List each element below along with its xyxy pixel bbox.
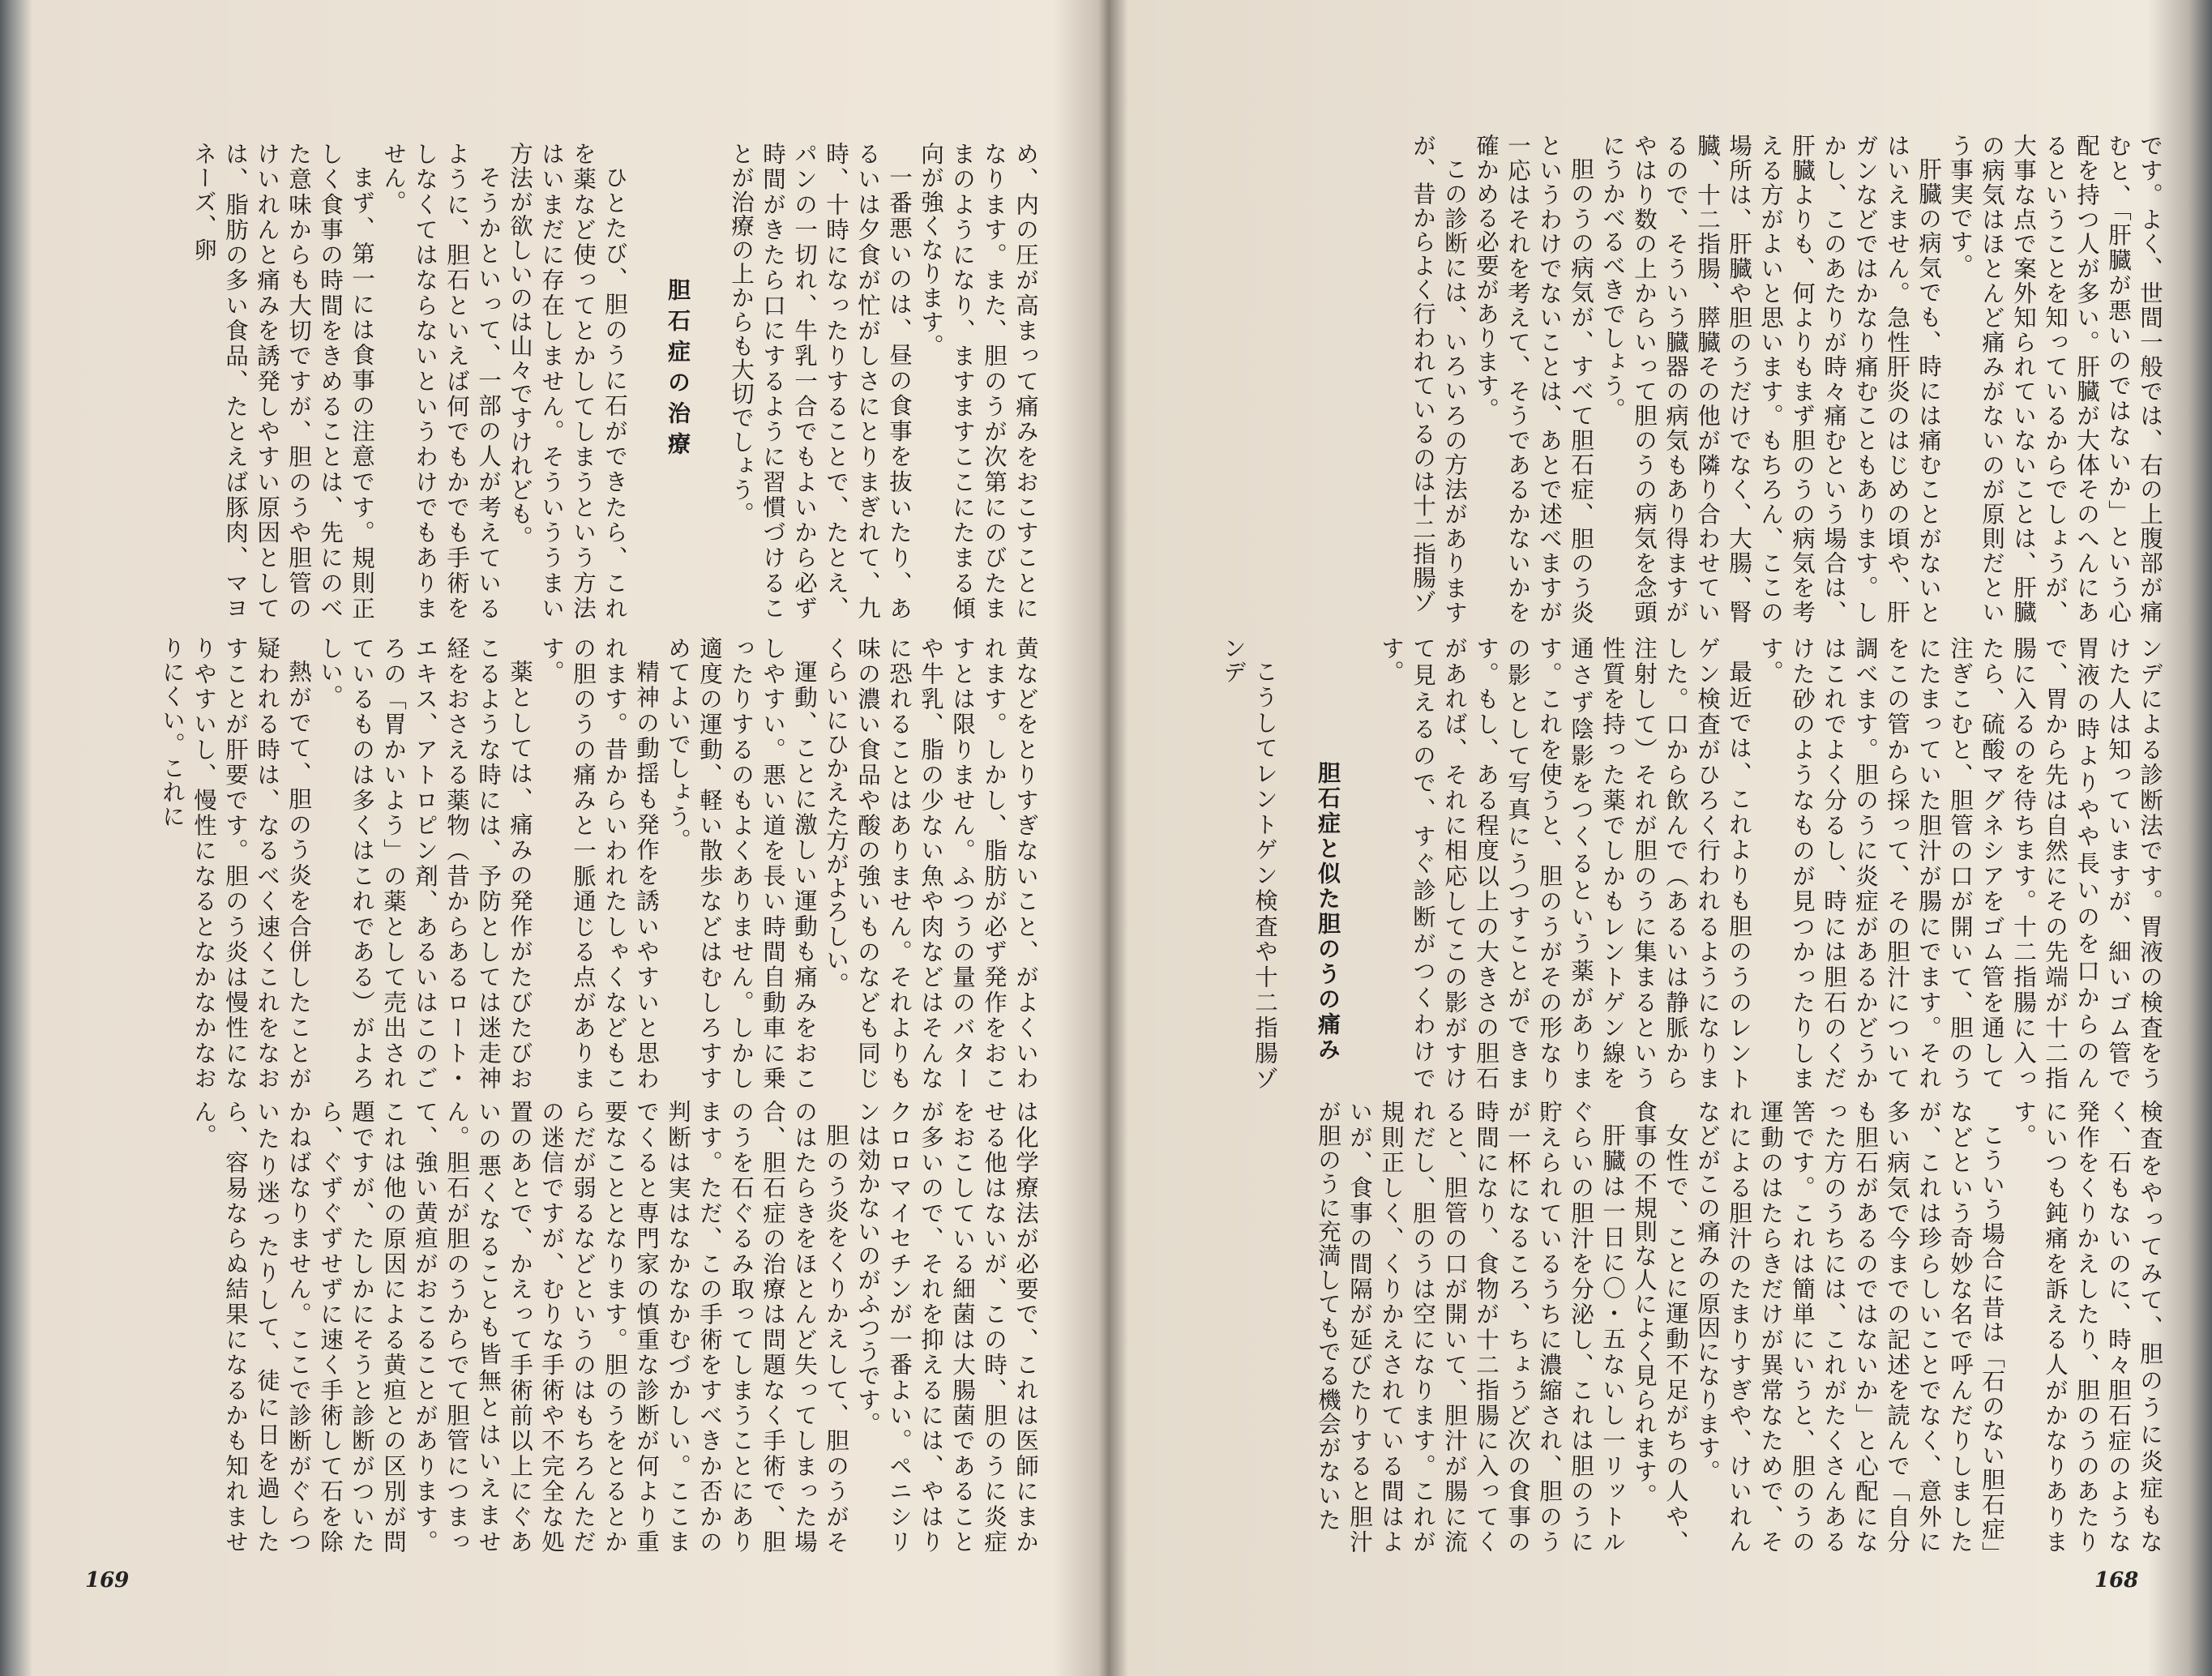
page-number: 168 bbox=[2094, 1568, 2139, 1593]
section-heading: 胆石症の治療 bbox=[665, 278, 691, 463]
paragraph: 熱がでて、胆のう炎を合併したことが疑われる時は、なるべく速くこれをなおすことが肝要です。胆のう炎は慢性になりやすいし、慢性になるとなかなかなおりにくい。これに bbox=[159, 636, 312, 1090]
paragraph: 運動、ことに激しい運動も痛みをおこしやすい。悪い道を長い時間自動車に乗ったりするのもよくありません。しかし適度の運動、軽い散歩などはむしろすすめてよいでしょう。 bbox=[665, 636, 818, 1090]
paragraph: 精神の動揺も発作を誘いやすいと思われます。昔からいわれたしゃくなどもこの胆のうの痛みと一脈通じる点があります。 bbox=[538, 636, 660, 1090]
paragraph: め、内の圧が高まって痛みをおこすことになります。また、胆のうが次第にのびたままのようになり、ますますここにたまる傾向が強くなります。 bbox=[918, 142, 1039, 620]
paragraph: 最近では、これよりも胆のうのレントゲン検査がひろく行われるようになりました。口から飲んで（あるいは静脈から注射して）それが胆のうに集まるという性質を持った薬でしかもレントゲン線を通さず陰影をつくるという薬があります。これを使うと、胆のうがその形なりの影として写真にうつすことができます。もし、ある程度以上の大きさの胆石があれば、それに相応してこの影がすけて見えるので、すぐ診断がつくわけです。 bbox=[1378, 636, 1752, 1090]
section-heading: 胆石症と似た胆のうの痛み bbox=[1315, 761, 1341, 1062]
paragraph: 黄などをとりすぎないこと、がよくいわれます。しかし、脂肪が必ず発作をおこすとは限りません。ふつうの量のバターや牛乳、脂の少ない魚や肉などはそんなに恐れることはありません。それよりも味の濃い食品や酸の強いものなども同じくらいにひかえた方がよろしい。 bbox=[823, 636, 1039, 1090]
left-bottom-text-block bbox=[85, 1100, 1042, 1554]
paragraph: は化学療法が必要で、これは医師にまかせる他はないが、この時、胆のうに炎症をおこしている細菌は大腸菌であることが多いので、それを抑えるには、やはりクロロマイセチンが一番よい。ペニシリンは効かないのがふつうです。 bbox=[854, 1100, 1039, 1554]
right-middle-text-block bbox=[1161, 636, 2166, 1090]
paragraph: こういう場合に昔は「石のない胆石症」などという奇妙な名で呼んだりしましたが、これは珍らしいことでなく、意外に多い病気で今までの記述を読んで「自分も胆石があるのではないか」と心配になった方のうちには、これがたくさんある筈です。これは簡単にいうと、胆のうの運動のはたらきだけが異常なためで、それによる胆汁のたまりすぎや、けいれんなどがこの痛みの原因になります。 bbox=[1694, 1100, 2005, 1554]
paragraph: 肝臓の病気でも、時には痛むことがないとはいえません。急性肝炎のはじめの頃や、肝ガンなどではかなり痛むこともあります。しかし、このあたりが時々痛むという場合は、肝臓よりも、何よりもまず胆のうの病気を考える方がよいと思います。もちろん、ここの場所は、肝臓や胆のうだけでなく、大腸、腎臓、十二指腸、膵臓その他が隣り合わせているので、そういう臓器の病気もあり得ますがやはり数の上からいって胆のうの病気を念頭にうかべるべきでしょう。 bbox=[1599, 134, 1942, 624]
paragraph: この診断には、いろいろの方法がありますが、昔からよく行われているのは十二指腸ゾ bbox=[1410, 134, 1468, 624]
paragraph: そうかといって、一部の人が考えているように、胆石といえば何でもかでも手術をしなくてはならないというわけでもありません。 bbox=[380, 142, 502, 620]
right-page bbox=[1112, 0, 2212, 1676]
page-number: 169 bbox=[85, 1568, 130, 1593]
paragraph: 検査をやってみて、胆のうに炎症もなく、石もないのに、時々胆石症のような発作をくりかえしたり、胆のうのあたりにいつも鈍痛を訴える人がかなりあります。 bbox=[2010, 1100, 2163, 1554]
paragraph: まず、第一には食事の注意です。規則正しく食事の時間をきめることは、先にのべた意味からも大切ですが、胆のうや胆管のけいれんと痛みを誘発しやすい原因としては、脂肪の多い食品、たとえば豚肉、マヨネーズ、卵 bbox=[190, 142, 375, 620]
paragraph: 胆のうの病気が、すべて胆石症、胆のう炎というわけでないことは、あとで述べますが一応はそれを考えて、そうであるかないかを確かめる必要があります。 bbox=[1473, 134, 1594, 624]
right-top-text-block bbox=[1161, 134, 2166, 624]
paragraph: こうしてレントゲン検査や十二指腸ゾンデ bbox=[1220, 636, 1278, 1090]
right-bottom-text-block bbox=[1161, 1100, 2166, 1554]
left-top-text-block bbox=[85, 142, 1042, 620]
paragraph: 一番悪いのは、昼の食事を抜いたり、あるいは夕食が忙がしさにとりまぎれて、九時、十時になったりすることで、たとえ、パンの一切れ、牛乳一合でもよいから必ず時間がきたら口にするように習慣づけることが治療の上からも大切でしょう。 bbox=[728, 142, 913, 620]
paragraph: ひとたび、胆のうに石ができたら、これを薬など使ってとかしてしまうという方法はいまだに存在しません。そういううまい方法が欲しいのは山々ですけれども。 bbox=[507, 142, 628, 620]
paragraph: 女性で、ことに運動不足がちの人や、食事の不規則な人によく見られます。 bbox=[1631, 1100, 1689, 1554]
paragraph: です。よく、世間一般では、右の上腹部が痛むと、「肝臓が悪いのではないか」という心配を持つ人が多い。肝臓が大体そのへんにあるということを知っているからでしょうが、大事な点で案外知られていないことは、肝臓の病気はほとんど痛みがないのが原則だという事実です。 bbox=[1947, 134, 2163, 624]
paragraph: 肝臓は一日に〇・五ないし一リットルぐらいの胆汁を分泌し、これは胆のうに貯えられているうちに濃縮され、胆のうが一杯になるころ、ちょうど次の食事の時間になり、食物が十二指腸に入ってくると、胆管の口が開いて、胆汁が腸に流れだし、胆のうは空になります。これが規則正しく、くりかえされている間はよいが、食事の間隔が延びたりすると胆汁が胆のうに充満してもでる機会がないた bbox=[1315, 1100, 1626, 1554]
paragraph: 胆のう炎をくりかえして、胆のうがそのはたらきをほとんど失ってしまった場合、胆石症の治療は問題なく手術で、胆のうを石ぐるみ取ってしまうことにあります。ただ、この手術をすべきか否かの判断は実はなかなかむづかしい。ここまでくると専門家の慎重な診断が何より重要なこととなります。胆のうをとるとからだが弱るなどというのはもちろんただの迷信ですが、むりな手術や不完全な処置のあとで、かえって手術前以上にぐあいの悪くなることも皆無とはいえません。胆石が胆のうからでて胆管につまって、強い黄疸がおこることがあります。これは他の原因による黄疸との区別が問題ですが、たしかにそうと診断がついたら、ぐずぐずせずに速く手術して石を除かねばなりません。ここで診断がぐらついたり迷ったりして、徒に日を過したら、容易ならぬ結果になるかも知れません。 bbox=[190, 1100, 849, 1554]
paragraph: 薬としては、痛みの発作がたびたびおこるような時には、予防としては迷走神経をおさえる薬物（昔からあるロート・エキス、アトロピン剤、あるいはこのごろの「胃かいよう」の薬として売出されているものは多くはこれである）がよろしい。 bbox=[317, 636, 533, 1090]
paragraph: ンデによる診断法です。胃液の検査をうけた人は知っていますが、細いゴム管で胃液の時よりやや長いのを口からのんで、胃から先は自然にその先端が十二指腸に入るのを待ちます。十二指腸に入ったら、硫酸マグネシアをゴム管を通して注ぎこむと、胆管の口が開いて、胆のうにたまっていた胆汁が腸にでます。それをこの管から採って、その胆汁について調べます。胆のうに炎症があるかどうかはこれでよく分るし、時には胆石のくだけた砂のようなものが見つかったりします。 bbox=[1757, 636, 2163, 1090]
left-middle-text-block bbox=[85, 636, 1042, 1090]
